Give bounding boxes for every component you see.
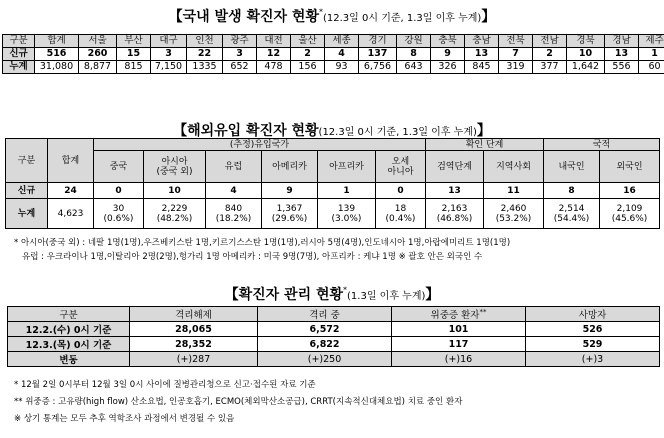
management-row-curr [8, 337, 660, 352]
overseas-title-main: 【해외유입 확진자 현황 [173, 123, 319, 139]
overseas-subheader-cell: 검역단계 [426, 151, 484, 183]
overseas-subheader-cell: 아메리카 [262, 151, 318, 183]
domestic-title-sub: (12.3일 0시 기준, 1.3일 이후 누계) [322, 13, 482, 24]
overseas-cum-cell: 2,514 (54.4%) [544, 199, 600, 229]
management-cell: 6,822 [258, 337, 392, 352]
domestic-cell: 377 [533, 61, 567, 74]
domestic-header-cell: 제주 [639, 35, 664, 48]
overseas-title-sub: (12.3일 0시 기준, 1.3일 이후 누계) [318, 127, 477, 138]
overseas-cum-cell: 18 (0.4%) [376, 199, 426, 229]
overseas-subheader-cell: 내국인 [544, 151, 600, 183]
domestic-cell: 1,642 [567, 61, 605, 74]
domestic-cell: 9 [431, 48, 465, 61]
domestic-cell: 93 [325, 61, 359, 74]
overseas-subheader-cell: 외국인 [600, 151, 660, 183]
domestic-cell: 31,080 [35, 61, 79, 74]
domestic-header-cell: 충남 [465, 35, 499, 48]
overseas-new-label: 신규 [6, 183, 48, 199]
domestic-row-label: 누계 [3, 61, 35, 74]
overseas-cum-cell: 139 (3.0%) [318, 199, 376, 229]
overseas-subheader-cell: 아프리카 [318, 151, 376, 183]
management-row-label: 변동 [8, 352, 130, 367]
management-row-label: 12.2.(수) 0시 기준 [8, 322, 130, 337]
domestic-header-cell: 세종 [325, 35, 359, 48]
overseas-new-cell: 10 [144, 183, 206, 199]
overseas-note-2: 유럽 : 우크라이나 1명,이탈리아 2명(2명),헝가리 1명 아메리카 : 미국 9명(7명), 아프리카 : 케냐 1명 ※ 괄호 안은 외국인 수 [22, 252, 483, 262]
management-cell: 6,572 [258, 322, 392, 337]
overseas-cum-cell: 1,367 (29.6%) [262, 199, 318, 229]
overseas-cum-cell: 2,460 (53.2%) [484, 199, 544, 229]
domestic-cell: 1 [639, 48, 664, 61]
management-table [7, 306, 660, 367]
overseas-subheader-cell: 지역사회 [484, 151, 544, 183]
domestic-cell: 12 [257, 48, 291, 61]
overseas-subheader-cell: 유럽 [206, 151, 262, 183]
domestic-cell: 7 [499, 48, 533, 61]
management-header-cell: 격리 중 [258, 307, 392, 322]
domestic-header-cell: 경남 [605, 35, 639, 48]
management-cell: 529 [526, 337, 660, 352]
overseas-new-cell: 4 [206, 183, 262, 199]
domestic-cell: 13 [605, 48, 639, 61]
management-note-2: ** 위중증 : 고유량(high flow) 산소요법, 인공호흡기, ECMO(체외막산소공급), CRRT(지속적신대체요법) 치료 중인 환자 [14, 397, 463, 407]
overseas-subheader-cell: 아시아 (중국 외) [144, 151, 206, 183]
overseas-new-cell: 1 [318, 183, 376, 199]
domestic-new-row [3, 48, 664, 61]
domestic-header-cell: 강원 [397, 35, 431, 48]
domestic-header-cell: 서울 [79, 35, 117, 48]
overseas-cum-cell: 2,109 (45.6%) [600, 199, 660, 229]
domestic-header-cell: 경기 [359, 35, 397, 48]
domestic-header-cell: 대구 [151, 35, 187, 48]
management-row-change [8, 352, 660, 367]
overseas-new-cell: 9 [262, 183, 318, 199]
domestic-cell: 556 [605, 61, 639, 74]
domestic-cell: 7,150 [151, 61, 187, 74]
overseas-subheader-cell: 중국 [94, 151, 144, 183]
management-header-row [8, 307, 660, 322]
overseas-table [5, 138, 660, 229]
domestic-cell: 13 [465, 48, 499, 61]
domestic-cell: 60 [639, 61, 664, 74]
domestic-cell: 652 [223, 61, 257, 74]
overseas-cum-label: 누계 [6, 199, 48, 229]
domestic-cell: 478 [257, 61, 291, 74]
overseas-cum-cell: 2,163 (46.8%) [426, 199, 484, 229]
domestic-cell: 22 [187, 48, 223, 61]
domestic-header-cell: 광주 [223, 35, 257, 48]
overseas-new-cell: 13 [426, 183, 484, 199]
domestic-cell: 8,877 [79, 61, 117, 74]
overseas-new-row [6, 183, 660, 199]
domestic-cell: 8 [397, 48, 431, 61]
domestic-cum-row [3, 61, 664, 74]
domestic-header-cell: 충북 [431, 35, 465, 48]
domestic-header-row [3, 35, 664, 48]
overseas-h-total: 합계 [48, 139, 94, 183]
domestic-cell: 3 [151, 48, 187, 61]
domestic-header-cell: 울산 [291, 35, 325, 48]
overseas-title [0, 120, 664, 140]
management-row-label: 12.3.(목) 0시 기준 [8, 337, 130, 352]
management-header-cell: 사망자 [526, 307, 660, 322]
management-header-cell: 구분 [8, 307, 130, 322]
overseas-cum-cell: 30 (0.6%) [94, 199, 144, 229]
overseas-cum-total: 4,623 [48, 199, 94, 229]
domestic-title-sup: * [318, 7, 323, 17]
domestic-cell: 326 [431, 61, 465, 74]
domestic-cell: 2 [291, 48, 325, 61]
management-header-cell: 격리해제 [130, 307, 258, 322]
management-title-end: 】 [425, 287, 440, 303]
domestic-cell: 15 [117, 48, 151, 61]
overseas-cum-cell: 2,229 (48.2%) [144, 199, 206, 229]
domestic-cell: 137 [359, 48, 397, 61]
domestic-cell: 3 [223, 48, 257, 61]
domestic-title-end: 】 [481, 9, 496, 25]
domestic-cell: 4 [325, 48, 359, 61]
management-note-1: * 12월 2일 0시부터 12월 3일 0시 사이에 질병관리청으로 신고·접수된 자료 기준 [14, 380, 316, 390]
overseas-new-cell: 0 [376, 183, 426, 199]
overseas-h-gubun: 구분 [6, 139, 48, 183]
management-note-3: ※ 상기 통계는 모두 추후 역학조사 과정에서 변경될 수 있음 [14, 414, 235, 424]
management-title-sub: (1.3일 이후 누계) [347, 291, 426, 302]
domestic-cell: 815 [117, 61, 151, 74]
management-title [0, 284, 664, 304]
domestic-header-cell: 구분 [3, 35, 35, 48]
overseas-note-1: * 아시아(중국 외) : 네팔 1명(1명),우즈베키스탄 1명,키르기스스탄 1명(1명),러시아 5명(4명),인도네시아 1명,아랍에미리트 1명(1명) [14, 238, 511, 248]
overseas-subheader-row [6, 151, 660, 183]
overseas-h-country-group: (추정)유입국가 [94, 139, 426, 151]
domestic-cell: 643 [397, 61, 431, 74]
overseas-subheader-cell: 오세 아니아 [376, 151, 426, 183]
domestic-header-cell: 부산 [117, 35, 151, 48]
overseas-cum-row [6, 199, 660, 229]
domestic-header-cell: 인천 [187, 35, 223, 48]
overseas-new-cell: 8 [544, 183, 600, 199]
domestic-cell: 260 [79, 48, 117, 61]
domestic-cell: 6,756 [359, 61, 397, 74]
overseas-title-end: 】 [476, 123, 491, 139]
overseas-new-cell: 0 [94, 183, 144, 199]
overseas-new-total: 24 [48, 183, 94, 199]
domestic-cell: 516 [35, 48, 79, 61]
domestic-cell: 319 [499, 61, 533, 74]
domestic-cell: 2 [533, 48, 567, 61]
management-cell: 28,352 [130, 337, 258, 352]
domestic-row-label: 신규 [3, 48, 35, 61]
domestic-cell: 845 [465, 61, 499, 74]
overseas-cum-cell: 840 (18.2%) [206, 199, 262, 229]
domestic-header-cell: 경북 [567, 35, 605, 48]
overseas-h-nation-group: 국적 [544, 139, 660, 151]
domestic-header-cell: 전남 [533, 35, 567, 48]
management-cell: 117 [392, 337, 526, 352]
domestic-title [0, 6, 664, 26]
domestic-cell: 1335 [187, 61, 223, 74]
management-cell: 101 [392, 322, 526, 337]
domestic-table [2, 34, 664, 74]
management-row-prev [8, 322, 660, 337]
management-cell: (+)16 [392, 352, 526, 367]
management-cell: (+)287 [130, 352, 258, 367]
management-cell: 28,065 [130, 322, 258, 337]
domestic-header-cell: 대전 [257, 35, 291, 48]
overseas-h-stage-group: 확인 단계 [426, 139, 544, 151]
management-header-cell: 위중증 환자** [392, 307, 526, 322]
domestic-cell: 10 [567, 48, 605, 61]
overseas-new-cell: 11 [484, 183, 544, 199]
management-title-main: 【확진자 관리 현황 [224, 287, 344, 303]
management-cell: (+)250 [258, 352, 392, 367]
domestic-cell: 156 [291, 61, 325, 74]
domestic-title-main: 【국내 발생 확진자 현황 [168, 9, 319, 25]
domestic-header-cell: 합계 [35, 35, 79, 48]
management-cell: 526 [526, 322, 660, 337]
overseas-new-cell: 16 [600, 183, 660, 199]
management-title-sup: * [343, 285, 348, 295]
management-cell: (+)3 [526, 352, 660, 367]
domestic-header-cell: 전북 [499, 35, 533, 48]
